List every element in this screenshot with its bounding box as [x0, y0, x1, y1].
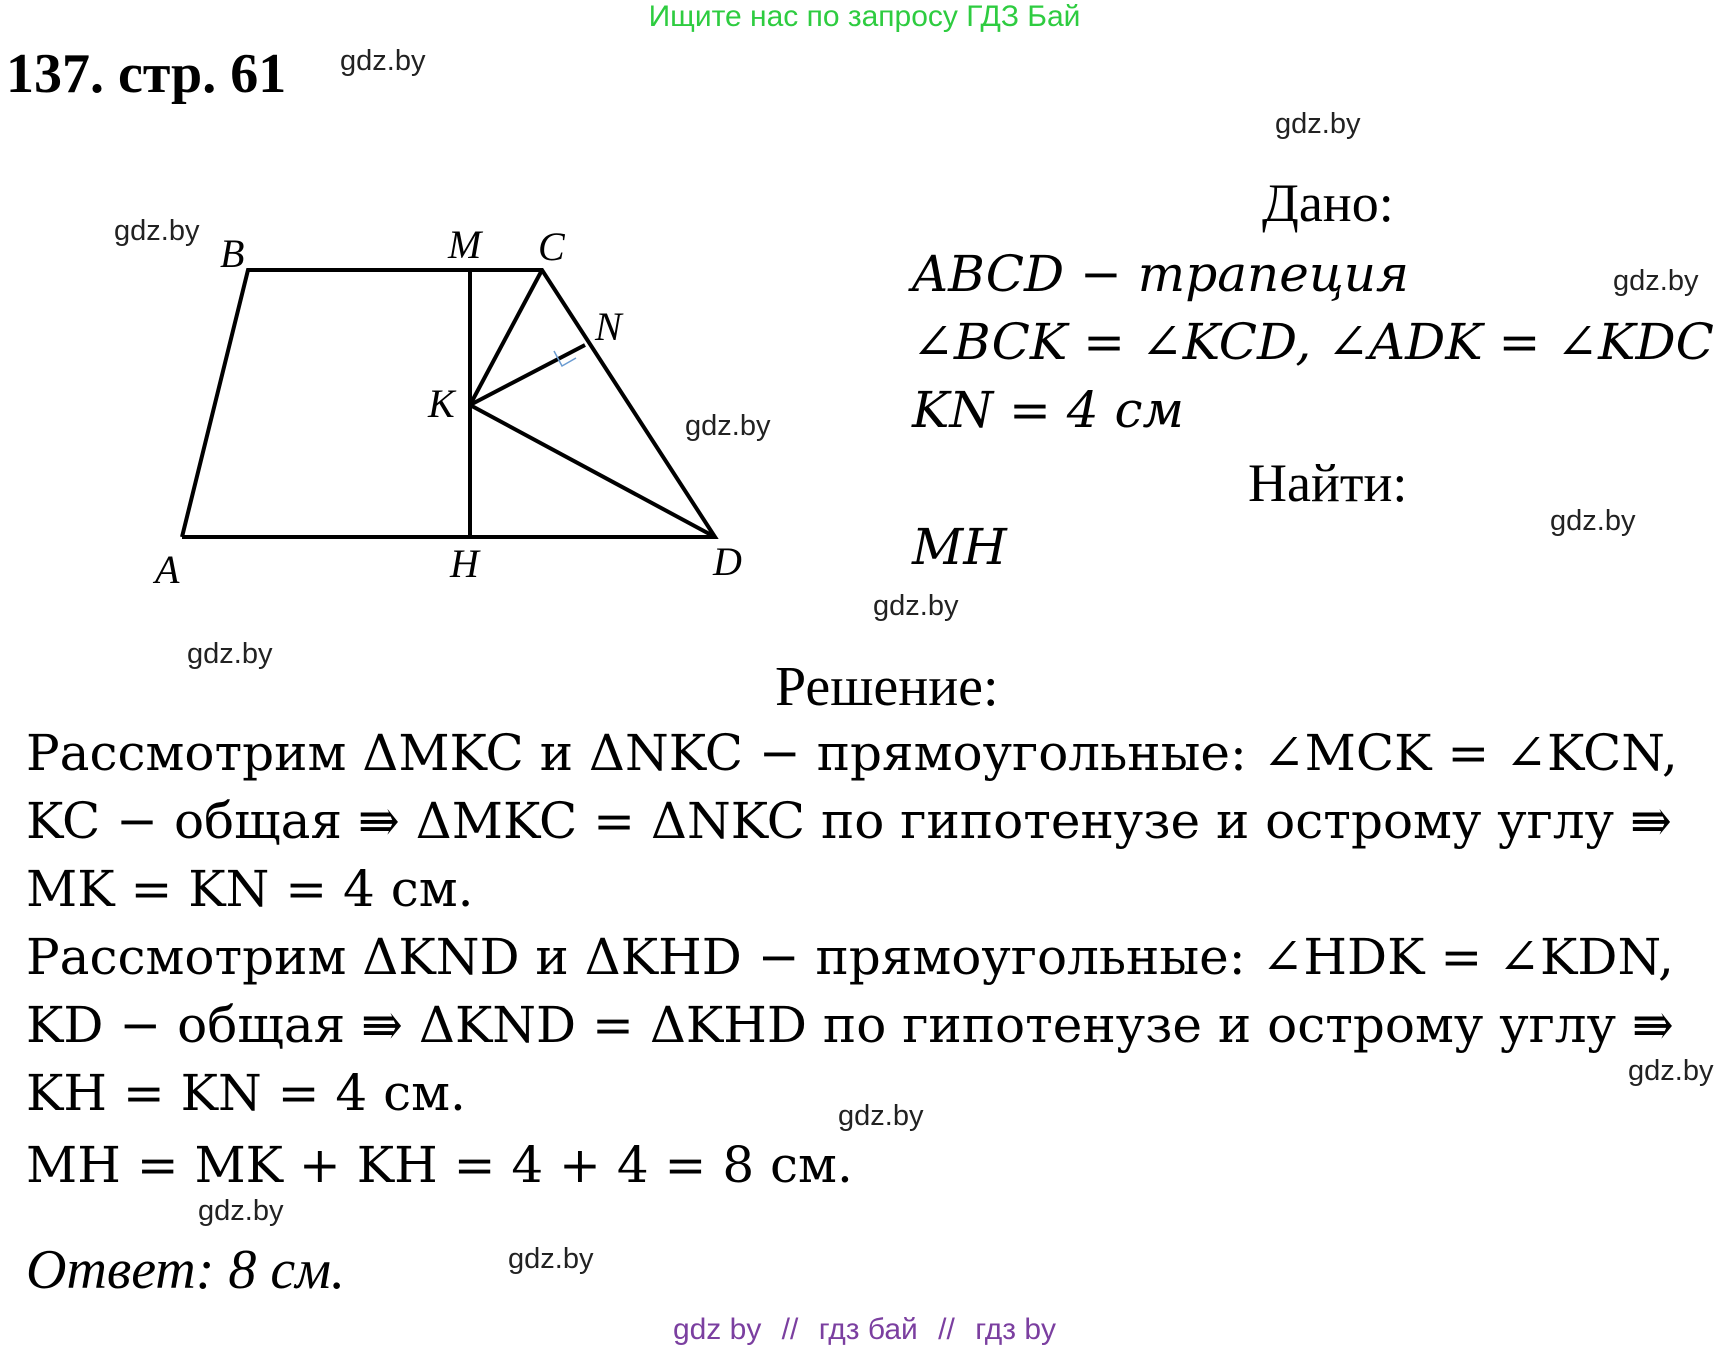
watermark: gdz.by [340, 45, 426, 77]
watermark: gdz.by [1613, 265, 1699, 297]
watermark: gdz.by [508, 1243, 594, 1275]
watermark: gdz.by [114, 215, 200, 247]
watermark: gdz.by [198, 1195, 284, 1227]
label-b: B [220, 231, 245, 276]
solution-line: MK = KN = 4 см. [26, 860, 474, 918]
watermark: gdz.by [873, 590, 959, 622]
solution-line: Рассмотрим ΔKND и ΔKHD − прямоугольные: ∠HDK = ∠KDN, [26, 928, 1674, 986]
watermark: gdz.by [838, 1100, 924, 1132]
watermark: gdz.by [187, 638, 273, 670]
top-banner: Ищите нас по запросу ГДЗ Бай [648, 0, 1081, 33]
solution-line: KC − общая ⇛ ΔMKC = ΔNKC по гипотенузе и острому углу ⇛ [26, 792, 1672, 850]
footer-links [0, 1313, 1729, 1347]
label-m: M [448, 222, 482, 267]
footer-link[interactable]: gdz by [672, 1313, 762, 1346]
answer: Ответ: 8 см. [26, 1239, 345, 1301]
label-k: K [428, 381, 455, 426]
solution-line: KD − общая ⇛ ΔKND = ΔKHD по гипотенузе и острому углу ⇛ [26, 996, 1674, 1054]
given-line: ABCD − трапеция [912, 245, 1410, 303]
footer-link[interactable]: гдз by [975, 1313, 1057, 1346]
solution-line: MH = MK + KH = 4 + 4 = 8 см. [26, 1136, 853, 1194]
given-line: ∠BCK = ∠KCD, ∠ADK = ∠KDC [912, 313, 1714, 371]
watermark: gdz.by [1275, 108, 1361, 140]
solution-title: Решение: [775, 656, 999, 718]
label-a: A [155, 547, 180, 592]
label-h: H [450, 541, 479, 586]
label-n: N [595, 304, 622, 349]
find-value: MH [912, 518, 1007, 576]
watermark: gdz.by [1550, 505, 1636, 537]
solution-line: KH = KN = 4 см. [26, 1064, 466, 1122]
trapezoid-figure [140, 215, 780, 600]
watermark: gdz.by [685, 410, 771, 442]
given-title: Дано: [1262, 173, 1394, 233]
find-title: Найти: [1248, 453, 1408, 513]
label-c: C [538, 224, 565, 269]
problem-heading: 137. стр. 61 [6, 43, 287, 105]
footer-separator: // [781, 1313, 799, 1346]
segment-kd [470, 405, 715, 537]
footer-separator: // [938, 1313, 955, 1346]
given-line: KN = 4 см [912, 381, 1184, 439]
label-d: D [713, 539, 742, 584]
footer-link[interactable]: гдз бай [818, 1313, 918, 1346]
watermark: gdz.by [1628, 1055, 1714, 1087]
solution-line: Рассмотрим ΔMKC и ΔNKC − прямоугольные: ∠MCK = ∠KCN, [26, 724, 1678, 782]
